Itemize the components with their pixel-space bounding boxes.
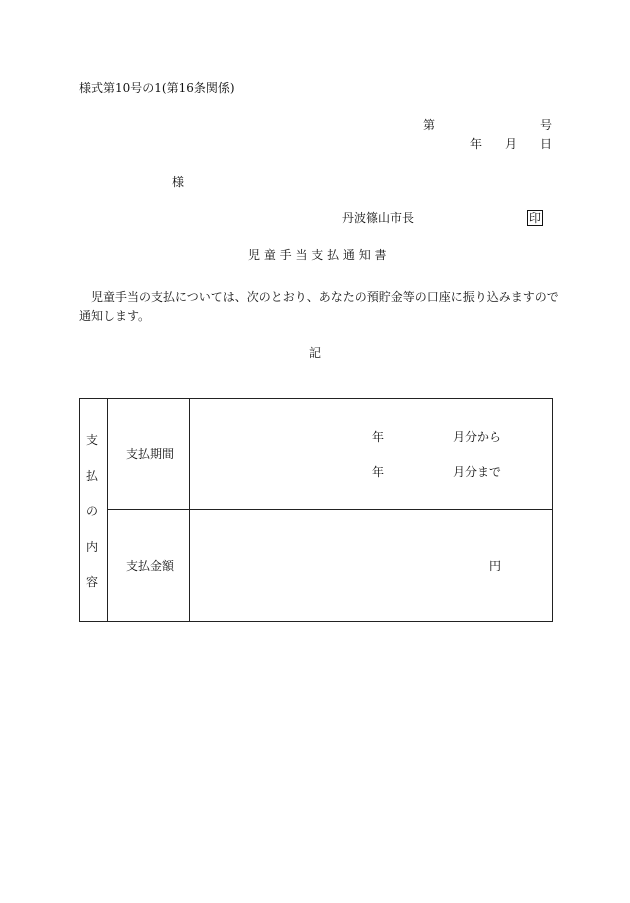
- issuer: 丹波篠山市長: [342, 211, 415, 225]
- seal-mark: 印: [529, 211, 542, 225]
- side-label-char: 内: [86, 540, 99, 554]
- document-title: 児 童 手 当 支 払 通 知 書: [248, 248, 387, 262]
- number-prefix: 第: [423, 118, 436, 132]
- period-from-year: 年: [372, 430, 385, 444]
- amount-label: 支払金額: [126, 559, 175, 573]
- side-label-char: 容: [86, 575, 99, 589]
- number-suffix: 号: [540, 118, 553, 132]
- amount-unit: 円: [489, 559, 502, 573]
- addressee-suffix: 様: [172, 175, 185, 189]
- period-label: 支払期間: [126, 447, 175, 461]
- body-line-1: 児童手当の支払については、次のとおり、あなたの預貯金等の口座に振り込みますので: [91, 290, 559, 304]
- side-label-char: 支: [86, 433, 99, 447]
- ki-heading: 記: [309, 346, 322, 360]
- period-from-month: 月分から: [453, 430, 502, 444]
- period-to-year: 年: [372, 465, 385, 479]
- period-to-month: 月分まで: [453, 465, 502, 479]
- date-day: 日: [540, 137, 553, 151]
- side-label-char: 払: [86, 469, 99, 483]
- body-line-2: 通知します。: [79, 309, 151, 323]
- side-label-char: の: [86, 504, 99, 518]
- date-year: 年: [470, 137, 483, 151]
- form-label: 様式第10号の1(第16条関係): [79, 81, 235, 95]
- date-month: 月: [505, 137, 518, 151]
